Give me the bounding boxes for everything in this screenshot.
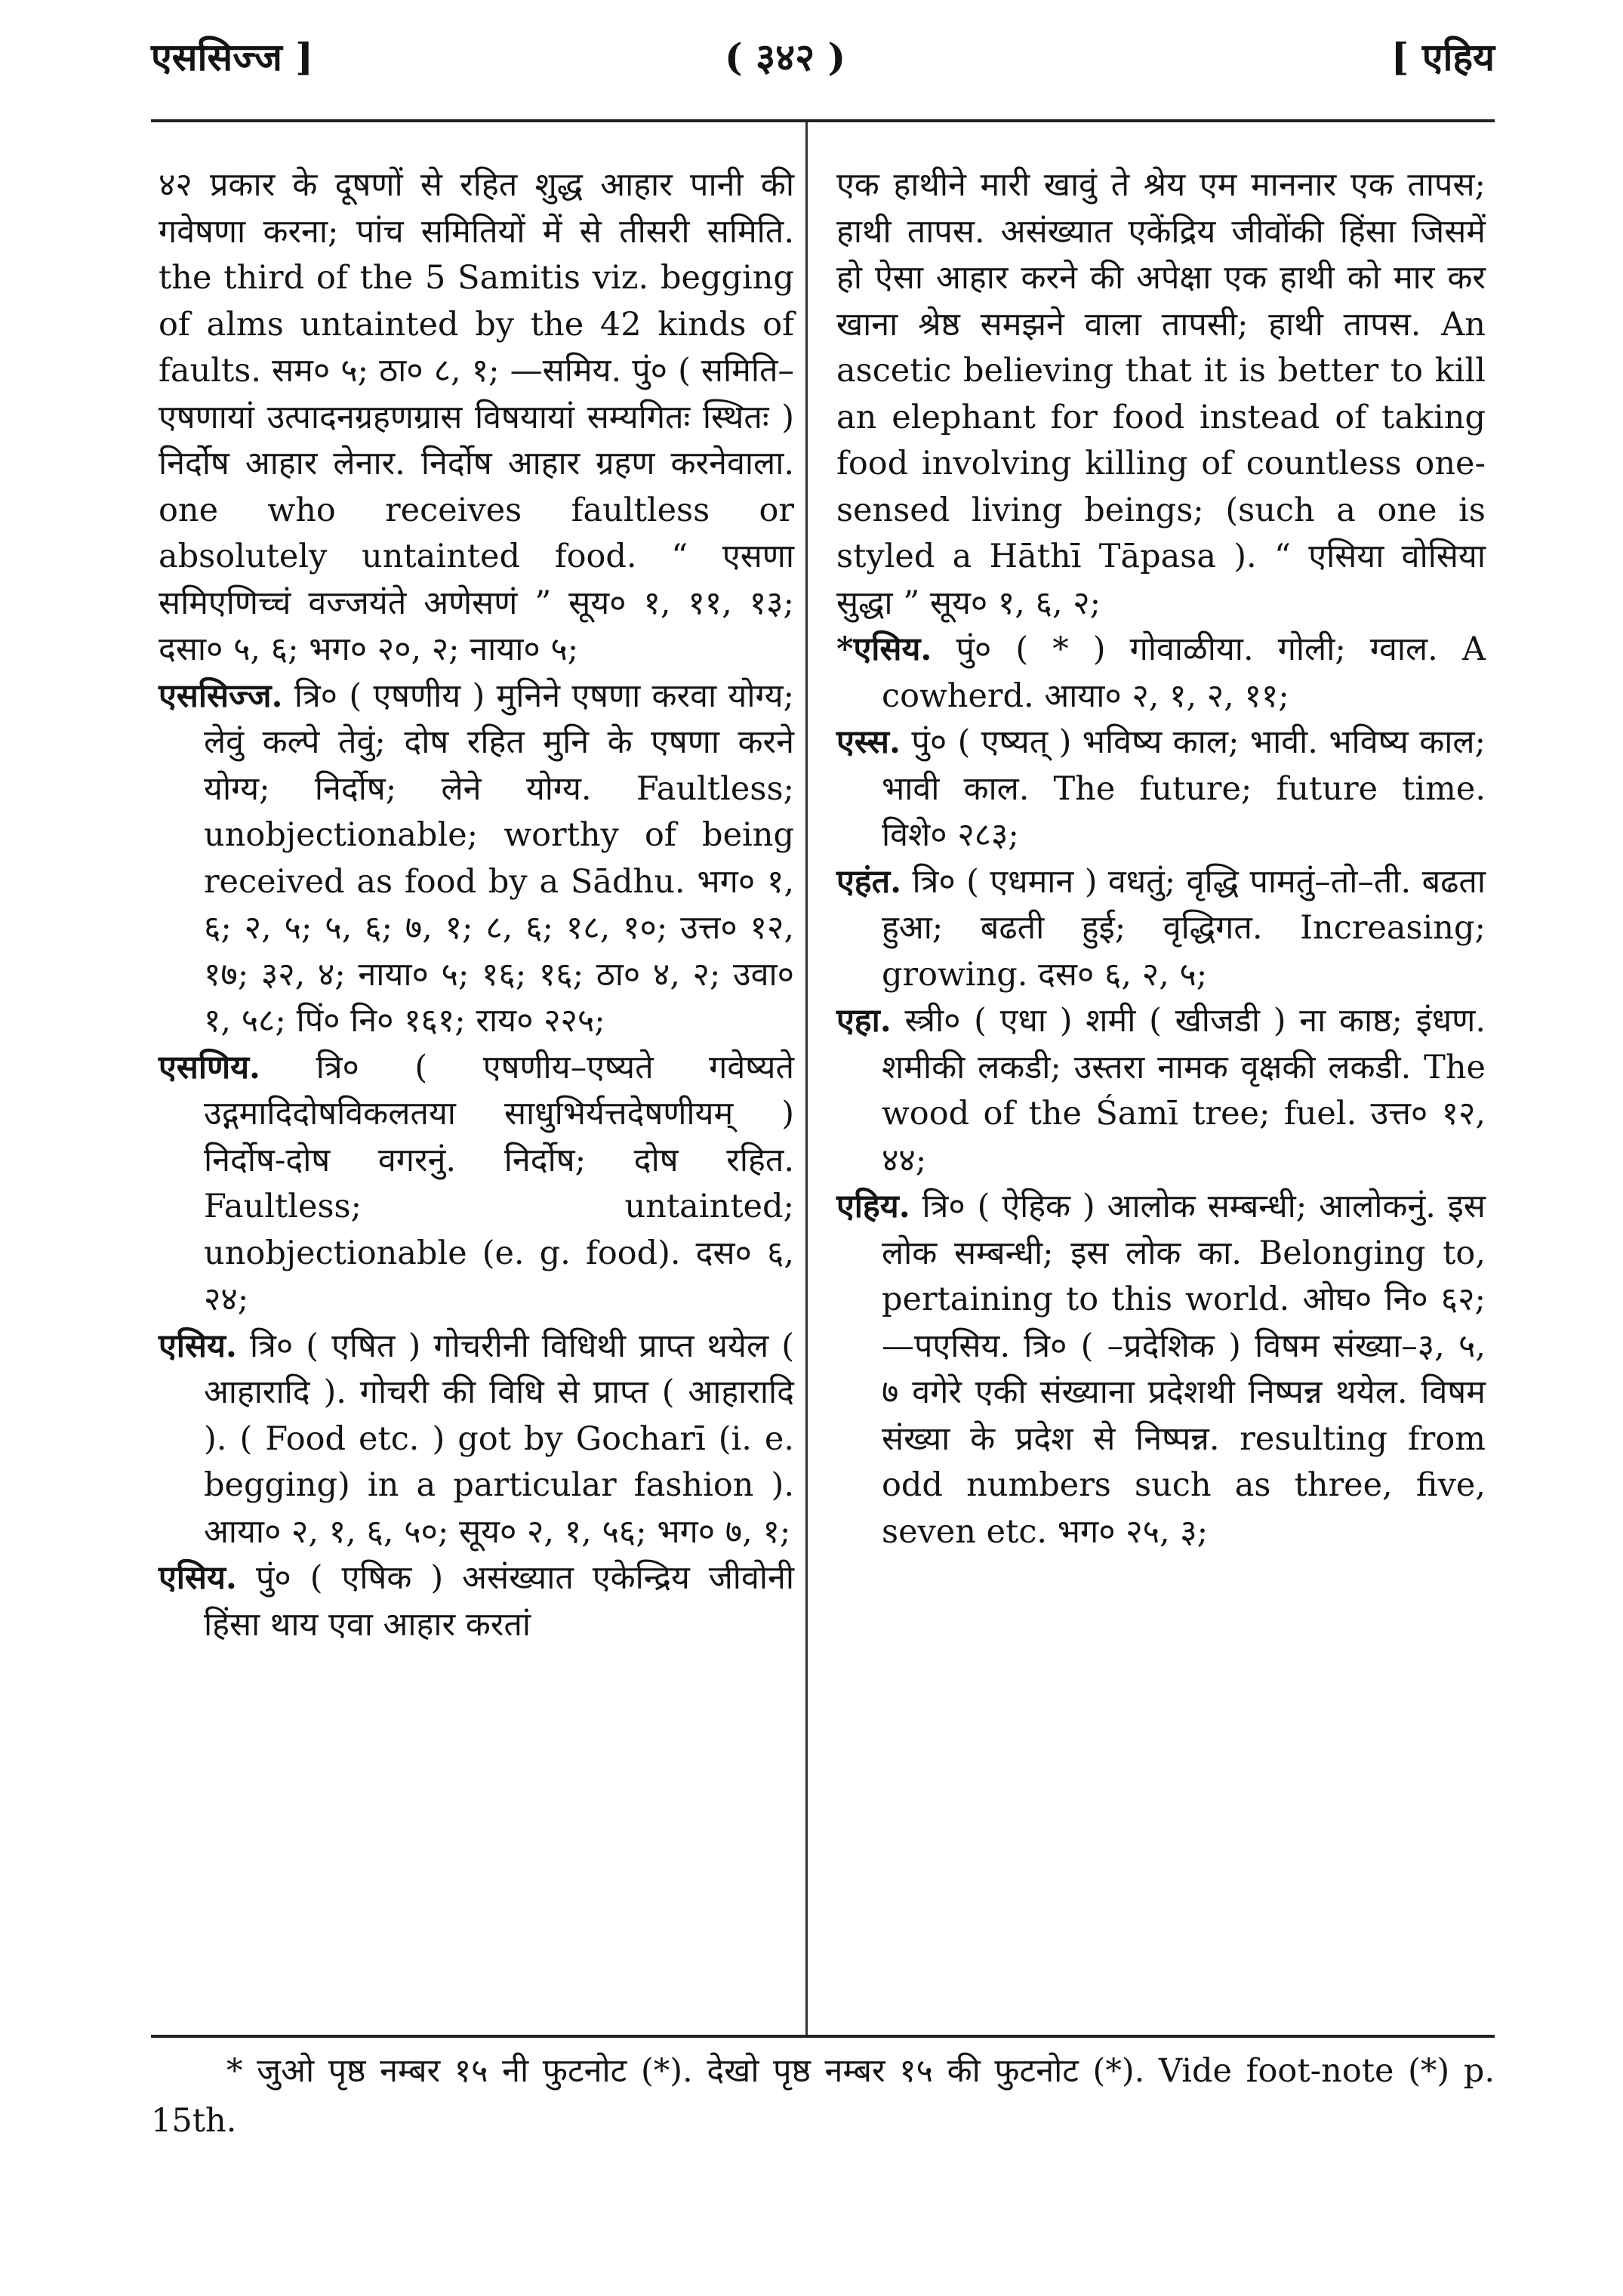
column-divider [805, 122, 808, 2035]
page-header [151, 30, 1495, 91]
header-right-word: [ एहिय [1390, 35, 1495, 79]
right-column [836, 162, 1486, 1555]
header-rule [151, 119, 1495, 122]
entry-headword: एस्स. [836, 723, 901, 761]
entry-headword: *एसिय. [836, 630, 932, 668]
dictionary-entry: एससिज्ज. त्रि० ( एषणीय ) मुनिने एषणा करवा योग्य; लेवुं कल्पे तेवुं; दोष रहित मुनि के एषणा करने योग्य; निर्दोष; लेने योग्य. Faultless; unobjectionable; worthy of being received as food by a Sādhu. भग० १, ६; २, ५; ५, ६; ७, १; ८, ६; १८, १०; उत्त० १२, १७; ३२, ४; नाया० ५; १६; १६; ठा० ४, २; उवा० १, ५८; पिं० नि० १६१; राय० २२५; [159, 676, 794, 1040]
dictionary-entry: एहंत. त्रि० ( एधमान ) वधतुं; वृद्धि पामतुं–तो–ती. बढता हुआ; बढती हुई; वृद्धिगत. Increasing; growing. दस० ६, २, ५; [836, 862, 1486, 994]
dictionary-entry: ४२ प्रकार के दूषणों से रहित शुद्ध आहार पानी की गवेषणा करना; पांच समितियों में से तीसरी समिति. the third of the 5 Samitis viz. begging of alms untainted by the 42 kinds of faults. सम० ५; ठा० ८, १; —समिय. पुं० ( समिति–एषणायां उत्पादनग्रहणग्रास विषयायां सम्यगितः स्थितः ) निर्दोष आहार लेनार. निर्दोष आहार ग्रहण करनेवाला. one who receives faultless or absolutely untainted food. “ एसणा समिएणिच्चं वज्जयंते अणेसणं ” सूय० १, ११, १३; दसा० ५, ६; भग० २०, २; नाया० ५; [159, 166, 795, 668]
footer-rule [151, 2035, 1495, 2038]
entry-headword: एहिय. [836, 1188, 910, 1225]
header-left-word: एससिज्ज ] [151, 35, 313, 79]
entry-headword: एहा. [836, 1002, 892, 1040]
dictionary-entry: एहिय. त्रि० ( ऐहिक ) आलोक सम्बन्धी; आलोकनुं. इस लोक सम्बन्धी; इस लोक का. Belonging to, pertaining to this world. ओघ० नि० ६२; —पएसिय. त्रि० ( –प्रदेशिक ) विषम संख्या–३, ५, ७ वगेरे एकी संख्याना प्रदेशथी निष्पन्न थयेल. विषम संख्या के प्रदेश से निष्पन्न. resulting from odd numbers such as three, five, seven etc. भग० २५, ३; [836, 1188, 1486, 1551]
entry-headword: एसणिय. [159, 1048, 260, 1086]
dictionary-entry: एहा. स्त्री० ( एधा ) शमी ( खीजडी ) ना काष्ठ; इंधण. शमीकी लकडी; उस्तरा नामक वृक्षकी लकडी. The wood of the Śamī tree; fuel. उत्त० १२, ४४; [836, 1002, 1486, 1179]
dictionary-entry: एस्स. पुं० ( एष्यत् ) भविष्य काल; भावी. भविष्य काल; भावी काल. The future; future time. विशे० २८३; [836, 723, 1486, 854]
entry-headword: एसिय. [159, 1559, 237, 1597]
entry-headword: एसिय. [159, 1327, 237, 1365]
entry-headword: एससिज्ज. [159, 676, 283, 715]
dictionary-entry: एसिय. त्रि० ( एषित ) गोचरीनी विधिथी प्राप्त थयेल ( आहारादि ). गोचरी की विधि से प्राप्त ( आहारादि ). ( Food etc. ) got by Gocharī (i. e. begging) in a particular fashion ). आया० २, १, ६, ५०; सूय० २, १, ५६; भग० ७, १; [159, 1327, 794, 1551]
page-number: ( ३४२ ) [725, 35, 846, 79]
dictionary-entry: एसणिय. त्रि० ( एषणीय–एष्यते गवेष्यते उद्गमादिदोषविकलतया साधुभिर्यत्तदेषणीयम् ) निर्दोष-दोष वगरनुं. निर्दोष; दोष रहित. Faultless; untainted; unobjectionable (e. g. food). दस० ६, २४; [159, 1048, 795, 1318]
dictionary-entry: *एसिय. पुं० ( * ) गोवाळीया. गोली; ग्वाल. A cowherd. आया० २, १, २, ११; [836, 630, 1486, 715]
left-column [159, 162, 794, 1648]
footnote: * जुओ पृष्ठ नम्बर १५ नी फुटनोट (*). देखो पृष्ठ नम्बर १५ की फुटनोट (*). Vide foot-note (*) p. 15th. [151, 2052, 1495, 2140]
dictionary-entry: एसिय. पुं० ( एषिक ) असंख्यात एकेन्द्रिय जीवोनी हिंसा थाय एवा आहार करतां [159, 1559, 794, 1644]
dictionary-entry: एक हाथीने मारी खावुं ते श्रेय एम माननार एक तापस; हाथी तापस. असंख्यात एकेंद्रिय जीवोंकी हिंसा जिसमें हो ऐसा आहार करने की अपेक्षा एक हाथी को मार कर खाना श्रेष्ठ समझने वाला तापसी; हाथी तापस. An ascetic believing that it is better to kill an elephant for food instead of taking food involving killing of countless one-sensed living beings; (such a one is styled a Hāthī Tāpasa ). “ एसिया वोसिया सुद्धा ” सूय० १, ६, २; [836, 166, 1486, 622]
entry-headword: एहंत. [836, 862, 902, 901]
